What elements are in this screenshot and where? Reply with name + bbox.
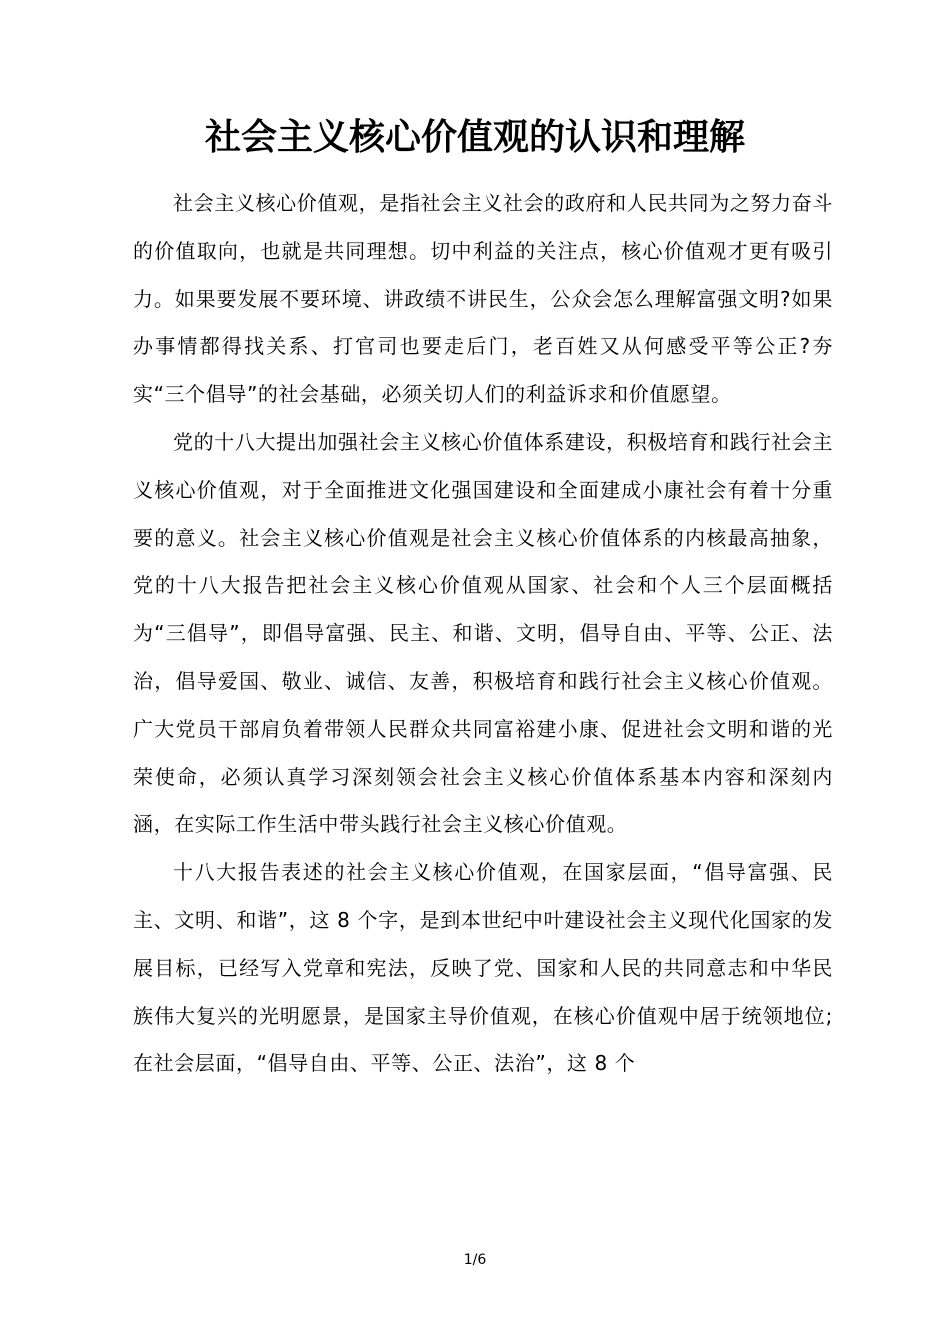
paragraph-3: 十八大报告表述的社会主义核心价值观，在国家层面，“倡导富强、民主、文明、和谐”，这 8 个字，是到本世纪中叶建设社会主义现代化国家的发展目标，已经写入党章和宪法，反映了党、国家和人民的共同意志和中华民族伟大复兴的光明愿景，是国家主导价值观，在核心价值观中居于统领地位;在社会层面，“倡导自由、平等、公正、法治”，这 8 个 — [133, 860, 833, 1076]
paragraph-1: 社会主义核心价值观，是指社会主义社会的政府和人民共同为之努力奋斗的价值取向，也就是共同理想。切中利益的关注点，核心价值观才更有吸引力。如果要发展不要环境、讲政绩不讲民生，公众会怎么理解富强文明?如果办事情都得找关系、打官司也要走后门，老百姓又从何感受平等公正?夯实“三个倡导”的社会基础，必须关切人们的利益诉求和价值愿望。 — [133, 191, 833, 407]
page-number: 1/6 — [463, 1252, 487, 1268]
document-body — [133, 180, 833, 1088]
document-title: 社会主义核心价值观的认识和理解 — [204, 117, 745, 158]
paragraph-2: 党的十八大提出加强社会主义核心价值体系建设，积极培育和践行社会主义核心价值观，对于全面推进文化强国建设和全面建成小康社会有着十分重要的意义。社会主义核心价值观是社会主义核心价值体系的内核最高抽象，党的十八大报告把社会主义核心价值观从国家、社会和个人三个层面概括为“三倡导”，即倡导富强、民主、和谐、文明，倡导自由、平等、公正、法治，倡导爱国、敬业、诚信、友善，积极培育和践行社会主义核心价值观。广大党员干部肩负着带领人民群众共同富裕建小康、促进社会文明和谐的光荣使命，必须认真学习深刻领会社会主义核心价值体系基本内容和深刻内涵，在实际工作生活中带头践行社会主义核心价值观。 — [133, 429, 833, 837]
